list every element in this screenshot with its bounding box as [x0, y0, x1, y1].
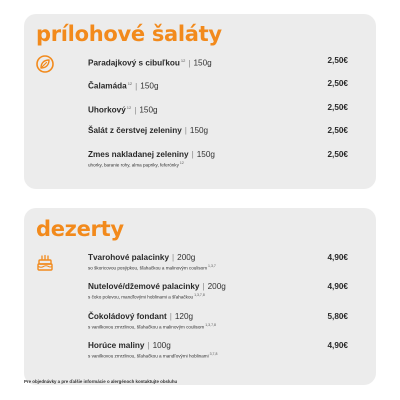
item-weight: 150g	[196, 150, 215, 159]
item-name: Tvarohové palacinky	[88, 253, 169, 262]
item-weight: 150g	[139, 105, 158, 115]
item-price: 2,50€	[327, 150, 348, 159]
separator: |	[135, 81, 138, 91]
item-price: 5,80€	[327, 312, 348, 321]
item-description-allergens: 3,7,8	[209, 352, 218, 356]
item-name: Nutelové/džemové palacinky	[88, 282, 200, 291]
item-price: 2,50€	[327, 103, 348, 112]
salad-item	[88, 79, 348, 92]
separator: |	[202, 282, 205, 291]
dessert-item	[88, 312, 348, 331]
item-price: 2,50€	[327, 126, 348, 135]
item-weight: 150g	[140, 81, 159, 91]
salads-section-title: prílohové šaláty	[36, 22, 222, 46]
salad-item	[88, 126, 348, 136]
item-description-allergens: 1,3,7	[208, 264, 216, 268]
salad-item	[88, 56, 348, 69]
separator: |	[147, 341, 150, 350]
item-name: Uhorkový	[88, 105, 126, 115]
item-description-allergens: 1,3,7,8	[194, 293, 205, 297]
item-description: so škoricovou posýpkou, šľahačkou a malinovým coulisom	[88, 265, 208, 271]
item-name: Horúce maliny	[88, 341, 145, 350]
dessert-item	[88, 341, 348, 360]
cake-icon	[36, 254, 54, 272]
item-name: Paradajkový s cibuľkou	[88, 58, 180, 68]
item-weight: 150g	[189, 126, 209, 135]
item-price: 4,90€	[327, 282, 348, 291]
item-weight: 200g	[177, 253, 196, 262]
item-description: uhorky, baranie rohy, alma papriky, feferónky	[88, 162, 179, 168]
desserts-section-title: dezerty	[36, 217, 124, 241]
separator: |	[188, 58, 191, 68]
separator: |	[191, 150, 194, 159]
item-allergens: 12	[126, 105, 132, 110]
item-weight: 200g	[207, 282, 226, 291]
item-description: s vanilkovou zmrzlinou, šľahačkou a mandľovými hoblinami	[88, 353, 209, 359]
item-name: Čokoládový fondant	[88, 312, 167, 321]
salad-item	[88, 150, 348, 169]
item-name: Čalamáda	[88, 81, 127, 91]
item-allergens: 12	[180, 58, 186, 63]
separator: |	[172, 253, 175, 262]
separator: |	[184, 126, 187, 135]
item-description-allergens: 1,3,7,8	[205, 323, 216, 327]
item-name: Zmes nakladanej zeleniny	[88, 150, 189, 159]
item-weight: 150g	[193, 58, 212, 68]
item-price: 4,90€	[327, 253, 348, 262]
item-description-allergens: 12	[179, 161, 184, 165]
salad-item	[88, 103, 348, 116]
separator: |	[134, 105, 137, 115]
item-price: 2,50€	[327, 79, 348, 88]
dessert-item	[88, 282, 348, 301]
item-price: 2,50€	[327, 56, 348, 65]
separator: |	[169, 312, 172, 321]
item-price: 4,90€	[327, 341, 348, 350]
item-weight: 120g	[174, 312, 194, 321]
allergen-footer-note: Pre objednávky a pre ďalšie informácie o alergénoch kontaktujte obsluhu	[24, 379, 178, 384]
item-description: s vanilkovou zmrzlinou, šľahačkou a malinovým coulisom	[88, 324, 205, 330]
dessert-item	[88, 253, 348, 272]
item-allergens: 12	[127, 81, 133, 86]
item-name: Šalát z čerstvej zeleniny	[88, 126, 182, 135]
item-weight: 100g	[152, 341, 171, 350]
leaf-icon	[36, 55, 54, 73]
item-description: s čoko polevou, mandľovými hoblinami a šľahačkou	[88, 294, 194, 300]
